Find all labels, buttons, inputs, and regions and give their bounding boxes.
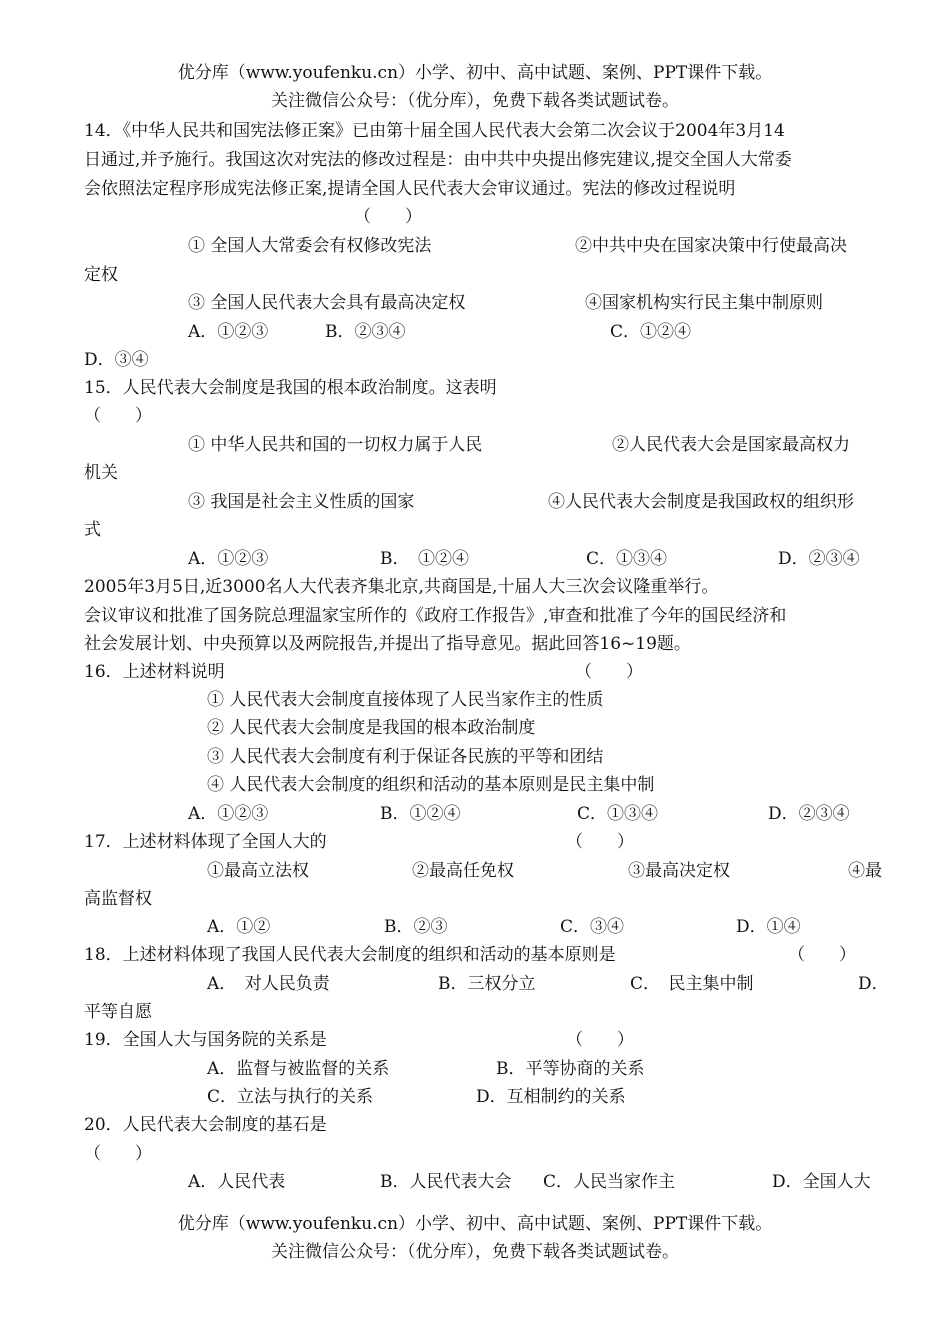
q18-stem: 18．上述材料体现了我国人民代表大会制度的组织和活动的基本原则是 [84,945,616,965]
q14-option-2-cont: 定权 [84,265,118,285]
q19-stem: 19．全国人大与国务院的关系是 [84,1030,327,1050]
q18-choice-c: C． 民主集中制 [630,974,754,994]
material-line-2: 会议审议和批准了国务院总理温家宝所作的《政府工作报告》,审查和批准了今年的国民经济和 [84,606,787,626]
q15-option-1: ① 中华人民共和国的一切权力属于人民 [188,435,483,455]
q18-choice-d: D． [858,974,889,994]
q20-choice-c: C．人民当家作主 [543,1172,676,1192]
q16-choice-d: D．②③④ [768,804,850,824]
q16-option-1: ① 人民代表大会制度直接体现了人民当家作主的性质 [207,690,604,710]
q14-stem-line-1: 14．《中华人民共和国宪法修正案》已由第十届全国人民代表大会第二次会议于2004年3月14 [84,121,785,141]
q20-choice-d: D．全国人大 [772,1172,871,1192]
material-line-1: 2005年3月5日,近3000名人大代表齐集北京,共商国是,十届人大三次会议隆重举行。 [84,577,719,597]
q17-option-1: ①最高立法权 [207,861,309,881]
q18-choice-d-cont: 平等自愿 [84,1002,152,1022]
q16-answer-bracket: （ ） [575,662,643,682]
q15-choice-b: B． ①②④ [380,549,469,569]
q15-option-2: ②人民代表大会是国家最高权力 [612,435,850,455]
q14-stem-line-3: 会依照法定程序形成宪法修正案,提请全国人民代表大会审议通过。宪法的修改过程说明 [84,179,736,199]
q15-choice-d: D．②③④ [778,549,860,569]
q16-choice-a: A．①②③ [188,804,269,824]
q17-answer-bracket: （ ） [566,832,634,852]
q17-choice-a: A．①② [207,917,271,937]
q19-choice-b: B．平等协商的关系 [496,1059,645,1079]
q20-choice-a: A．人民代表 [188,1172,286,1192]
q14-option-2: ②中共中央在国家决策中行使最高决 [575,236,847,256]
footer-line-1: 优分库（www.youfenku.cn）小学、初中、高中试题、案例、PPT课件下载。 [177,1214,773,1234]
q16-option-3: ③ 人民代表大会制度有利于保证各民族的平等和团结 [207,747,604,767]
header-line-1: 优分库（www.youfenku.cn）小学、初中、高中试题、案例、PPT课件下载。 [177,63,773,83]
material-line-3: 社会发展计划、中央预算以及两院报告,并提出了指导意见。据此回答16~19题。 [84,634,691,654]
q14-stem-line-2: 日通过,并予施行。我国这次对宪法的修改过程是：由中共中央提出修宪建议,提交全国人大常委 [84,150,792,170]
q15-stem: 15．人民代表大会制度是我国的根本政治制度。这表明 [84,378,497,398]
q20-answer-bracket: （ ） [84,1144,152,1164]
q20-stem: 20．人民代表大会制度的基石是 [84,1115,327,1135]
q20-choice-b: B．人民代表大会 [380,1172,512,1192]
q19-choice-a: A．监督与被监督的关系 [207,1059,390,1079]
q17-stem: 17．上述材料体现了全国人大的 [84,832,327,852]
q17-option-4: ④最 [848,861,882,881]
q14-choice-b: B．②③④ [325,322,406,342]
q17-option-3: ③最高决定权 [628,861,730,881]
q15-option-4-cont: 式 [84,520,101,540]
q19-choice-c: C．立法与执行的关系 [207,1087,374,1107]
q17-option-2: ②最高任免权 [412,861,514,881]
q17-option-4-cont: 高监督权 [84,889,152,909]
q19-answer-bracket: （ ） [566,1030,634,1050]
q14-choice-a: A．①②③ [188,322,269,342]
q16-option-2: ② 人民代表大会制度是我国的根本政治制度 [207,718,536,738]
q16-option-4: ④ 人民代表大会制度的组织和活动的基本原则是民主集中制 [207,775,655,795]
q15-answer-bracket: （ ） [84,406,152,426]
footer-line-2: 关注微信公众号：（优分库），免费下载各类试题试卷。 [271,1242,679,1262]
header-line-2: 关注微信公众号：（优分库），免费下载各类试题试卷。 [271,91,679,111]
q14-choice-c: C．①②④ [610,322,692,342]
q14-option-1: ① 全国人大常委会有权修改宪法 [188,236,432,256]
q17-choice-c: C．③④ [560,917,625,937]
q15-choice-a: A．①②③ [188,549,269,569]
q17-choice-d: D．①④ [736,917,801,937]
q15-option-4: ④人民代表大会制度是我国政权的组织形 [548,492,854,512]
q16-stem: 16．上述材料说明 [84,662,225,682]
q14-option-3: ③ 全国人民代表大会具有最高决定权 [188,293,466,313]
q14-option-4: ④国家机构实行民主集中制原则 [585,293,823,313]
q17-choice-b: B．②③ [384,917,448,937]
q14-choice-d: D．③④ [84,350,149,370]
q15-option-2-cont: 机关 [84,463,118,483]
q18-answer-bracket: （ ） [788,945,856,965]
q18-choice-b: B．三权分立 [438,974,536,994]
q15-choice-c: C．①③④ [586,549,668,569]
q18-choice-a: A． 对人民负责 [207,974,330,994]
q14-answer-bracket: （ ） [354,207,422,227]
q16-choice-b: B．①②④ [380,804,461,824]
q16-choice-c: C．①③④ [577,804,659,824]
q19-choice-d: D．互相制约的关系 [476,1087,626,1107]
q15-option-3: ③ 我国是社会主义性质的国家 [188,492,415,512]
